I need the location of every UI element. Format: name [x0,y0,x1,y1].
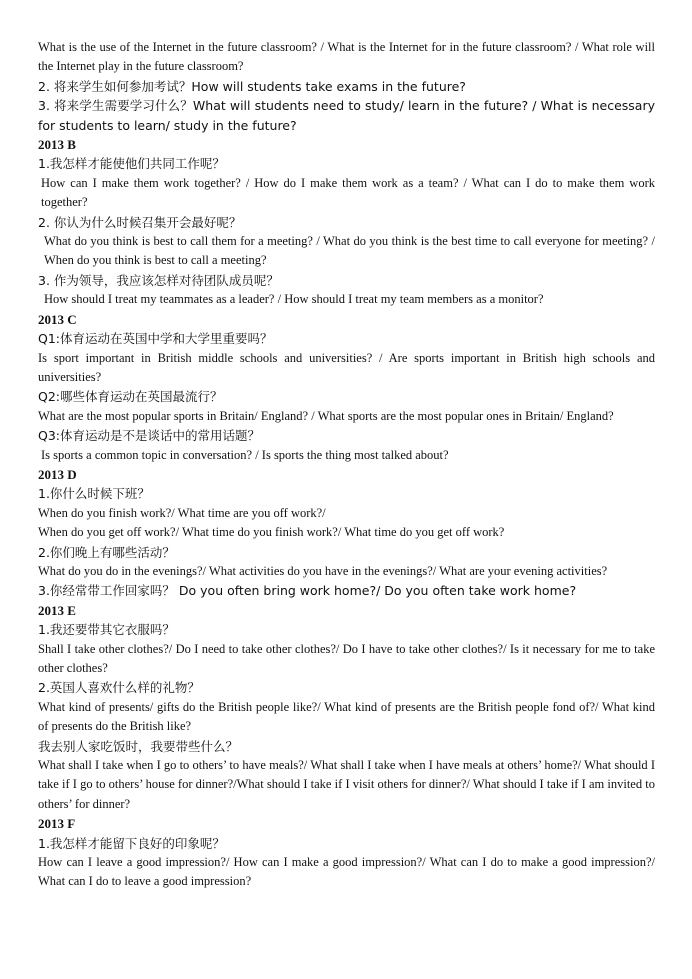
question-line: 2.你们晚上有哪些活动？ [38,544,175,560]
section-heading: 2013 F [38,816,76,832]
paragraph-line: What do you do in the evenings?/ What activities do you have in the evenings?/ What are your evening activities? [38,563,608,578]
paragraph-line: What are the most popular sports in Britain/ England? / What sports are the most popular ones in Britain/ England? [38,408,614,423]
section-heading: 2013 D [38,466,77,482]
section-heading: 2013 E [38,602,76,618]
question-line: Q2:哪些体育运动在英国最流行？ [38,389,223,405]
question-line: 1.我怎样才能使他们共同工作呢？ [38,156,225,172]
paragraph-line: What is the use of the Internet in the future classroom? / What is the Internet for in the future classroom? / What role will the Internet play in the future classroom? [38,40,655,74]
question-line: Q1:体育运动在英国中学和大学里重要吗？ [38,331,273,347]
question-line: 1.我还要带其它衣服吗？ [38,622,175,638]
question-line: 2. 将来学生如何参加考试？How will students take exams in the future? [38,78,466,94]
paragraph-line: How should I treat my teammates as a leader? / How should I treat my team members as a monitor? [44,292,544,307]
question-line: 2. 你认为什么时候召集开会最好呢？ [38,214,242,230]
paragraph-line: How can I make them work together? / How do I make them work as a team? / What can I do to make them work together? [41,175,655,210]
section-heading: 2013 C [38,311,77,327]
paragraph-line: When do you get off work?/ What time do you finish work?/ What time do you get off work? [38,525,505,540]
question-line: 3. 将来学生需要学习什么？What will students need to study/ learn in the future? / What is necessary for students to learn/ study in the future? [38,98,655,133]
question-line: Q3:体育运动是不是谈话中的常用话题？ [38,428,261,444]
paragraph-line: Shall I take other clothes?/ Do I need to take other clothes?/ Do I have to take other clothes?/ Is it necessary for me to take other clothes? [38,641,655,675]
question-line: 1.我怎样才能留下良好的印象呢？ [38,835,225,851]
question-line: 2.英国人喜欢什么样的礼物？ [38,680,200,696]
paragraph-line: When do you finish work?/ What time are you off work?/ [38,505,326,520]
paragraph-line: What do you think is best to call them for a meeting? / What do you think is the best time to call everyone for meeting? / When do you think is best to call a meeting? [44,234,655,268]
question-line: 3. 作为领导，我应该怎样对待团队成员呢？ [38,272,279,288]
paragraph-line: Is sports a common topic in conversation? / Is sports the thing most talked about? [41,447,449,462]
section-heading: 2013 B [38,137,76,153]
question-line: 我去别人家吃饭时，我要带些什么？ [38,738,239,754]
paragraph-line: How can I leave a good impression?/ How can I make a good impression?/ What can I do to make a good impression?/ What can I do to leave a good impression? [38,855,655,889]
paragraph-line: What shall I take when I go to others’ to have meals?/ What shall I take when I have meals at others’ home?/ What should I take if I go to others’ house for dinner?/What should I take if I visit others for dinner?/ What should I take if I am invited to others’ for dinner? [38,758,655,811]
question-line: 1.你什么时候下班？ [38,486,150,502]
paragraph-line: Is sport important in British middle schools and universities? / Are sports important in British high schools and universities? [38,350,655,384]
question-line: 3.你经常带工作回家吗？ Do you often bring work home?/ Do you often take work home? [38,583,577,599]
paragraph-line: What kind of presents/ gifts do the British people like?/ What kind of presents are the British people fond of?/ What kind of presents do the British like? [38,699,655,734]
